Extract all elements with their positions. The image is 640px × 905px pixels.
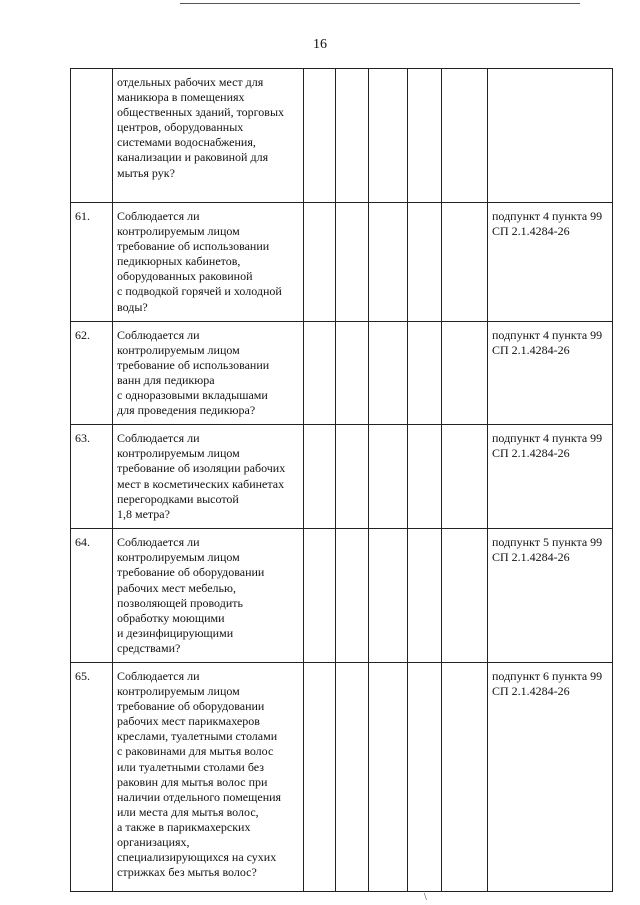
- question-line: для проведения педикюра?: [117, 403, 256, 418]
- question-line: 1,8 метра?: [117, 506, 170, 521]
- answer-cell: [442, 425, 488, 529]
- legal-reference: [488, 203, 613, 322]
- question-line: и дезинфицирующими: [117, 625, 234, 640]
- table-row: [71, 321, 613, 425]
- row-number: 61.: [71, 203, 113, 322]
- question-line: контролируемым лицом: [117, 446, 240, 461]
- question-line: или туалетными столами без: [117, 759, 264, 774]
- page-number: 16: [313, 37, 327, 52]
- question-line: Соблюдается ли: [117, 668, 200, 683]
- answer-cell: [336, 662, 369, 891]
- row-number: 64.: [71, 529, 113, 663]
- answer-cell: [442, 69, 488, 203]
- margin-mark: \: [424, 892, 427, 903]
- question-line: Соблюдается ли: [117, 327, 200, 342]
- requirement-question: [113, 69, 304, 203]
- table-row: [71, 203, 613, 322]
- question-line: средствами?: [117, 640, 181, 655]
- row-number: [71, 69, 113, 203]
- requirement-question: [113, 529, 304, 663]
- question-line: контролируемым лицом: [117, 684, 240, 699]
- table-row: [71, 425, 613, 529]
- question-line: центров, оборудованных: [117, 120, 244, 135]
- question-line: педикюрных кабинетов,: [117, 254, 241, 269]
- question-line: требование об оборудовании: [117, 565, 265, 580]
- question-line: канализации и раковиной для: [117, 150, 269, 165]
- question-line: системами водоснабжения,: [117, 135, 256, 150]
- answer-cell: [442, 321, 488, 425]
- question-line: Соблюдается ли: [117, 535, 200, 550]
- table-body: [71, 69, 613, 892]
- row-number: 62.: [71, 321, 113, 425]
- reference-line: подпункт 6 пункта 99: [492, 668, 603, 683]
- answer-cell: [304, 662, 336, 891]
- answer-cell: [304, 425, 336, 529]
- table-row: [71, 69, 613, 203]
- reference-line: СП 2.1.4284-26: [492, 446, 570, 461]
- reference-line: подпункт 4 пункта 99: [492, 431, 603, 446]
- table-row: [71, 529, 613, 663]
- answer-cell: [304, 321, 336, 425]
- question-line: или места для мытья волос,: [117, 804, 259, 819]
- answer-cell: [369, 529, 408, 663]
- question-line: мытья рук?: [117, 165, 175, 180]
- answer-cell: [442, 662, 488, 891]
- question-line: креслами, туалетными столами: [117, 729, 278, 744]
- question-line: требование об оборудовании: [117, 699, 265, 714]
- question-line: общественных зданий, торговых: [117, 105, 285, 120]
- question-line: маникюра в помещениях: [117, 90, 245, 105]
- question-line: контролируемым лицом: [117, 342, 240, 357]
- answer-cell: [336, 69, 369, 203]
- question-line: Соблюдается ли: [117, 209, 200, 223]
- reference-line: СП 2.1.4284-26: [492, 342, 570, 357]
- reference-line: подпункт 4 пункта 99: [492, 209, 603, 223]
- table-row: [71, 662, 613, 891]
- question-line: требование об использовании: [117, 239, 270, 254]
- question-line: обработку моющими: [117, 610, 225, 625]
- question-line: организациях,: [117, 835, 190, 849]
- answer-cell: [408, 662, 442, 891]
- row-number: 63.: [71, 425, 113, 529]
- question-line: специализирующихся на сухих: [117, 850, 277, 865]
- answer-cell: [408, 425, 442, 529]
- answer-cell: [369, 321, 408, 425]
- answer-cell: [304, 529, 336, 663]
- question-line: требование об изоляции рабочих: [117, 461, 286, 476]
- answer-cell: [336, 425, 369, 529]
- question-line: рабочих мест мебелью,: [117, 580, 236, 595]
- legal-reference: [488, 529, 613, 663]
- question-line: рабочих мест парикмахеров: [117, 714, 260, 729]
- question-line: с одноразовыми вкладышами: [117, 388, 268, 403]
- answer-cell: [369, 69, 408, 203]
- question-line: наличии отдельного помещения: [117, 789, 282, 804]
- requirement-question: [113, 203, 304, 322]
- answer-cell: [369, 425, 408, 529]
- legal-reference: [488, 69, 613, 203]
- legal-reference: [488, 425, 613, 529]
- answer-cell: [304, 203, 336, 322]
- legal-reference: [488, 662, 613, 891]
- reference-line: подпункт 4 пункта 99: [492, 327, 603, 342]
- question-line: Соблюдается ли: [117, 431, 200, 446]
- requirement-question: [113, 321, 304, 425]
- answer-cell: [408, 69, 442, 203]
- answer-cell: [369, 203, 408, 322]
- answer-cell: [442, 529, 488, 663]
- question-line: позволяющей проводить: [117, 595, 243, 610]
- requirement-question: [113, 425, 304, 529]
- answer-cell: [408, 529, 442, 663]
- reference-line: подпункт 5 пункта 99: [492, 535, 603, 550]
- answer-cell: [336, 529, 369, 663]
- legal-reference: [488, 321, 613, 425]
- answer-cell: [336, 203, 369, 322]
- question-line: раковин для мытья волос при: [117, 774, 268, 789]
- reference-line: СП 2.1.4284-26: [492, 550, 570, 565]
- question-line: стрижках без мытья волос?: [117, 865, 257, 880]
- question-line: с раковинами для мытья волос: [117, 744, 274, 759]
- question-line: контролируемым лицом: [117, 224, 240, 239]
- answer-cell: [442, 203, 488, 322]
- top-rule: [180, 3, 580, 4]
- question-line: а также в парикмахерских: [117, 819, 251, 834]
- question-line: оборудованных раковиной: [117, 269, 253, 284]
- question-line: воды?: [117, 299, 148, 314]
- question-line: с подводкой горячей и холодной: [117, 284, 282, 299]
- row-number: 65.: [71, 662, 113, 891]
- question-line: контролируемым лицом: [117, 550, 240, 565]
- answer-cell: [408, 321, 442, 425]
- question-line: перегородками высотой: [117, 491, 239, 506]
- question-line: требование об использовании: [117, 357, 270, 372]
- answer-cell: [336, 321, 369, 425]
- question-line: мест в косметических кабинетах: [117, 476, 285, 491]
- answer-cell: [304, 69, 336, 203]
- reference-line: СП 2.1.4284-26: [492, 224, 570, 239]
- question-line: отдельных рабочих мест для: [117, 75, 264, 89]
- reference-line: СП 2.1.4284-26: [492, 684, 570, 699]
- requirement-question: [113, 662, 304, 891]
- answer-cell: [408, 203, 442, 322]
- question-line: ванн для педикюра: [117, 372, 215, 387]
- checklist-table: [70, 68, 613, 892]
- answer-cell: [369, 662, 408, 891]
